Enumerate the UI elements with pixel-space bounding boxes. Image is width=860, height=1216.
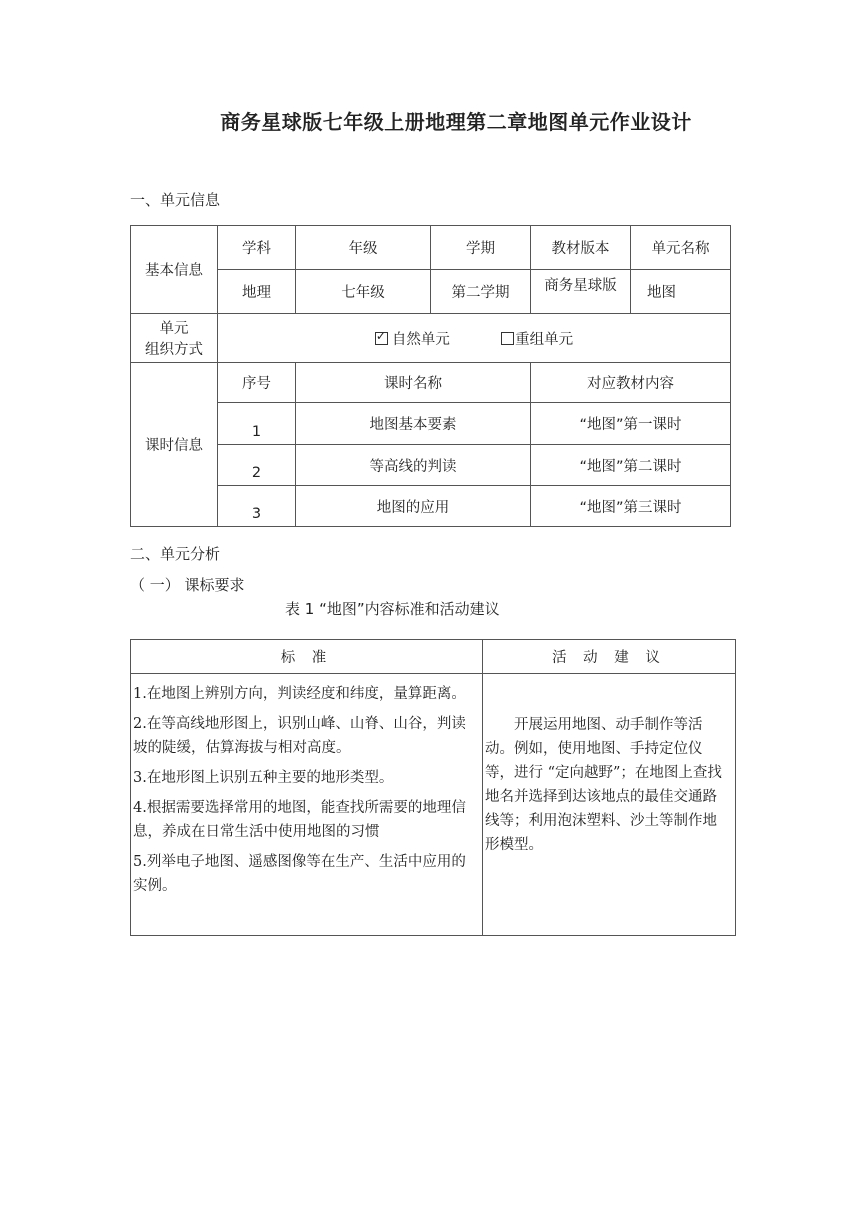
lesson-content: “地图”第三课时 (531, 486, 731, 527)
lesson-header-name: 课时名称 (296, 363, 531, 403)
value-subject: 地理 (218, 270, 296, 314)
table-caption: 表 1 “地图”内容标准和活动建议 (285, 600, 500, 618)
regroup-unit-label: 重组单元 (515, 331, 574, 348)
natural-unit-option[interactable] (375, 332, 455, 348)
standards-cell (131, 674, 483, 936)
lesson-no: 2 (218, 445, 296, 486)
header-standard: 标 准 (131, 640, 483, 674)
lesson-content: “地图”第二课时 (531, 445, 731, 486)
lesson-name: 地图的应用 (296, 486, 531, 527)
checkbox-checked-icon[interactable] (375, 332, 388, 345)
header-activity: 活 动 建 议 (483, 640, 736, 674)
lesson-content: “地图”第一课时 (531, 403, 731, 445)
org-label-line1: 单元 (159, 321, 189, 337)
activity-cell: 开展运用地图、动手制作等活动。例如，使用地图、手持定位仪等，进行 “定向越野”；在地图上查找地名并选择到达该地点的最佳交通路线等；利用泡沫塑料、沙土等制作地形模型。 (483, 674, 736, 936)
lesson-no: 3 (218, 486, 296, 527)
value-grade: 七年级 (296, 270, 431, 314)
header-textbook: 教材版本 (531, 226, 631, 270)
regroup-unit-option[interactable] (501, 332, 573, 348)
lesson-name: 等高线的判读 (296, 445, 531, 486)
value-unit-name: 地图 (631, 270, 731, 314)
lesson-name: 地图基本要素 (296, 403, 531, 445)
subsection-heading: （ 一） 课标要求 (130, 576, 245, 594)
lesson-header-no: 序号 (218, 363, 296, 403)
header-subject: 学科 (218, 226, 296, 270)
org-method-options (218, 314, 731, 363)
unit-info-table (130, 225, 731, 527)
section-heading-unit-info: 一、单元信息 (130, 191, 221, 209)
value-textbook: 商务星球版 (531, 270, 631, 314)
header-grade: 年级 (296, 226, 431, 270)
org-method-label (131, 314, 218, 363)
standards-table (130, 639, 736, 936)
standard-item: 5.列举电子地图、遥感图像等在生产、生活中应用的实例。 (133, 854, 466, 894)
standard-item: 1.在地图上辨别方向，判读经度和纬度，量算距离。 (133, 686, 466, 702)
header-unit-name: 单元名称 (631, 226, 731, 270)
lesson-info-label: 课时信息 (131, 363, 218, 527)
basic-info-label: 基本信息 (131, 226, 218, 314)
standard-item: 2.在等高线地形图上，识别山峰、山脊、山谷，判读坡的陡缓，估算海拔与相对高度。 (133, 716, 466, 756)
header-semester: 学期 (431, 226, 531, 270)
org-label-line2: 组织方式 (145, 342, 203, 358)
value-semester: 第二学期 (431, 270, 531, 314)
lesson-no: 1 (218, 403, 296, 445)
lesson-header-content: 对应教材内容 (531, 363, 731, 403)
natural-unit-label: 自然单元 (391, 331, 450, 348)
section-heading-unit-analysis: 二、单元分析 (130, 545, 221, 563)
standard-item: 3.在地形图上识别五种主要的地形类型。 (133, 770, 394, 786)
standard-item: 4.根据需要选择常用的地图，能查找所需要的地理信息，养成在日常生活中使用地图的习惯 (133, 800, 466, 840)
page-title: 商务星球版七年级上册地理第二章地图单元作业设计 (220, 110, 692, 134)
checkbox-empty-icon[interactable] (501, 332, 514, 345)
